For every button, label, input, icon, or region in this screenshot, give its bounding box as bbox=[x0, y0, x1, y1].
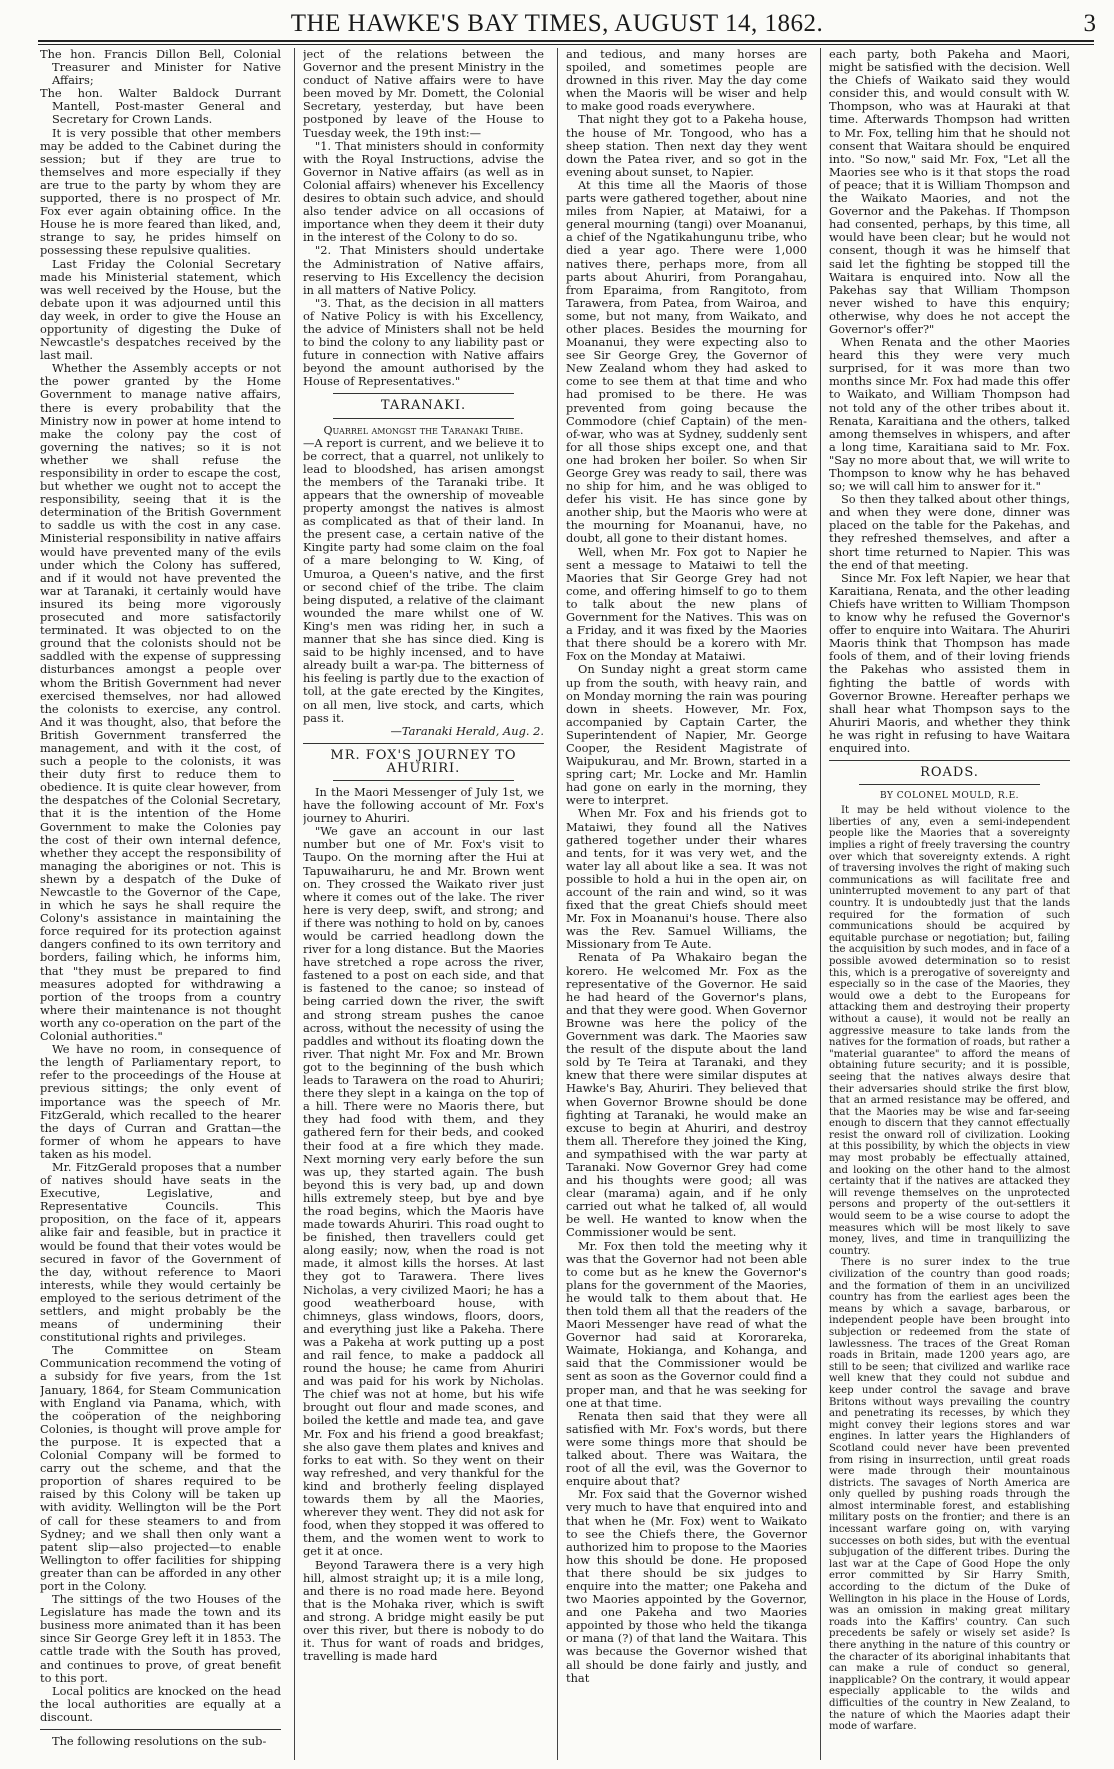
column-3 bbox=[566, 48, 807, 1760]
masthead-title: THE HAWKE'S BAY TIMES, AUGUST 14, 1862. bbox=[290, 10, 824, 37]
paragraph: Last Friday the Colonial Secretary made his Ministerial statement, which was well received by the House, but the debate upon it was adjourned until this day week, in order to give the House an opportunity of digesting the Duke of Newcastle's despatches received by the last mail. bbox=[40, 256, 281, 363]
paragraph: Beyond Tarawera there is a very high hill, almost straight up; it is a mile long, and there is no road made here. Beyond that is the Mohaka river, which is swift and strong. A bridge might easily be put over this river, but there is nobody to do it. Thus for want of roads and bridges, travelling is made hard bbox=[303, 1557, 544, 1664]
paragraph: Well, when Mr. Fox got to Napier he sent a message to Mataiwi to tell the Maories that Sir George Grey had not come, and offering himself to go to them to talk about the new plans of Government for the Natives. This was on a Friday, and it was fixed by the Maories that there should be a korero with Mr. Fox on the Monday at Mataiwi. bbox=[566, 544, 807, 664]
column-2 bbox=[303, 48, 544, 1760]
paragraph: Mr. Fox said that the Governor wished very much to have that enquired into and that when he (Mr. Fox) went to Waikato to see the Chiefs there, the Governor authorized him to propose to the Maories how this should be done. He proposed that there should be six judges to enquire into the matter; one Pakeha and two Maories appointed by the Governor, and one Pakeha and two Maories appointed by those who held the tikanga or mana (?) of that land the Waitara. This was because the Governor wished that all should be done fairly and justly, and that bbox=[566, 1487, 807, 1685]
divider bbox=[303, 743, 544, 744]
article-byline: BY COLONEL MOULD, R.E. bbox=[880, 791, 1019, 802]
paragraph: Mr. FitzGerald proposes that a number of natives should have seats in the Executive, Legislative, and Representative Councils. This proposition, on the face of it, appears alike fair and feasible, but in practice it would be found that their votes would be secured in favor of the Government of the day, without reference to Maori interests, while they would certainly be employed to the serious detriment of the settlers, and might probably be the means of undermining their constitutional rights and privileges. bbox=[40, 1159, 281, 1345]
paragraph: and tedious, and many horses are spoiled, and sometimes people are drowned in this river. May the day come when the Maoris will be wiser and help to make good roads everywhere. bbox=[566, 48, 807, 114]
paragraph: Local politics are knocked on the head the local authorities are equally at a discount. bbox=[40, 1683, 281, 1724]
article-heading-taranaki: TARANAKI. bbox=[380, 398, 467, 414]
article-heading-roads: ROADS. bbox=[920, 765, 979, 781]
paragraph: —A report is current, and we believe it to be correct, that a quarrel, not unlikely to lead to bloodshed, has arisen amongst the members of the Taranaki tribe. It appears that the ownership of moveable property amongst the natives is almost as complicated as that of their land. In the present case, a certain native of the Kingite party had some claim on the foal of a mare belonging to W. King, of Umuroa, a Queen's native, and the first or second chief of the tribe. The claim being disputed, a relative of the claimant wounded the mare whilst one of W. King's men was riding her, in such a manner that she has since died. King is said to be highly incensed, and to have already built a war-pa. The bitterness of his feeling is partly due to the exaction of toll, at the gate erected by the Kingites, on all men, live stock, and carts, which pass it. bbox=[303, 435, 544, 725]
divider bbox=[859, 784, 1040, 785]
column-1 bbox=[40, 48, 281, 1760]
paragraph: We have no room, in consequence of the length of Parliamentary report, to refer to the proceedings of the House at previous sittings; the only event of importance was the speech of Mr. FitzGerald, which recalled to the hearer the days of Curran and Grattan—the former of whom he appears to have taken as his model. bbox=[40, 1042, 281, 1161]
article-heading-fox: MR. FOX'S JOURNEY TO AHURIRI. bbox=[330, 747, 517, 776]
masthead bbox=[0, 8, 1114, 42]
paragraph: Renata of Pa Whakairo began the korero. He welcomed Mr. Fox as the representative of the Governor. He said he had heard of the Governor's plans, and that they were good. When Governor Browne was here the policy of the Government was dark. The Maories saw the result of the dispute about the land sold by Te Teira at Taranaki, and they knew that there were similar disputes at Hawke's Bay, Ahuriri. They believed that when Governor Browne should be done fighting at Taranaki, he would make an excuse to begin at Ahuriri, and destroy them all. Therefore they joined the King, and sympathised with the war party at Taranaki. Now Governor Grey had come and his thoughts were good; all was clear (marama) again, and if he only carried out what he talked of, all would be well. He wanted to know when the Commissioner would be sent. bbox=[566, 950, 807, 1240]
paragraph: ject of the relations between the Governor and the present Ministry in the conduct of Native affairs were to have been moved by Mr. Domett, the Colonial Secretary, yesterday, but have been postponed by leave of the House to Tuesday week, the 19th inst:— bbox=[303, 48, 544, 140]
paragraph: "2. That Ministers should undertake the Administration of Native affairs, reserving to His Excellency the decision in all matters of Native Policy. bbox=[303, 243, 544, 297]
paragraph: When Renata and the other Maories heard this they were very much surprised, for it was more than two months since Mr. Fox had made this offer to Waikato, and William Thompson had not told any of the other tribes about it. Renata, Karaitiana and the others, talked among themselves in whispers, and after a long time, Karaitiana said to Mr. Fox. "Say no more about that, we will write to Thompson to know why he has behaved so; we will call him to answer for it." bbox=[829, 335, 1070, 494]
masthead-rule bbox=[38, 40, 1094, 42]
paragraph: Renata then said that they were all satisfied with Mr. Fox's words, but there were some things more that should be talked about. There was Waitara, the root of all the evil, was the Governor to enquire about that? bbox=[566, 1408, 807, 1489]
divider bbox=[333, 393, 514, 394]
column-4 bbox=[829, 48, 1070, 1760]
divider bbox=[829, 760, 1070, 761]
divider bbox=[40, 1729, 281, 1730]
paragraph: That night they got to a Pakeha house, the house of Mr. Tongood, who has a sheep station. Then next day they went down the Patea river, and so got in the evening about sunset, to Napier. bbox=[566, 112, 807, 179]
paragraph: In the Maori Messenger of July 1st, we have the following account of Mr. Fox's journey to Ahuriri. bbox=[303, 784, 544, 826]
column-rule bbox=[294, 48, 295, 1760]
paragraph: On Sunday night a great storm came up from the south, with heavy rain, and on Monday morning the rain was pouring down in sheets. However, Mr. Fox, accompanied by Captain Carter, the Superintendent of Napier, Mr. George Cooper, the Resident Magistrate of Waipukurau, and Mr. Brown, started in a spring cart; Mr. Locke and Mr. Hamlin had gone on early in the morning, they were to interpret. bbox=[566, 662, 807, 808]
paragraph: each party, both Pakeha and Maori, might be satisfied with the decision. Well the Chiefs of Waikato said they would consider this, and would consult with W. Thompson, who was at Hauraki at that time. Afterwards Thompson had written to Mr. Fox, telling him that he should not consent that Waitara should be enquired into. "So now," said Mr. Fox, "Let all the Maories see who is it that stops the road of peace; that it is William Thompson and the Waikato Maories, and not the Governor and the Pakehas. If Thompson had consented, perhaps, by this time, all would have been clear; but he would not consent, though it was he himself that said let the fighting be stopped till the Waitara is enquired into. Now all the Pakehas say that William Thompson never wished to have this enquiry; otherwise, why does he not accept the Governor's offer?" bbox=[829, 48, 1070, 336]
article-subhead: Quarrel amongst the Taranaki Tribe. bbox=[323, 423, 524, 437]
paragraph: The Committee on Steam Communication recommend the voting of a subsidy for five years, from the 1st January, 1864, for Steam Communication with England via Panama, which, with the coöperation of the neighboring Colonies, is thought will prove ample for the purpose. It is expected that a Colonial Company will be formed to carry out the scheme, and that the proportion of shares required to be raised by this Colony will be taken up with avidity. Wellington will be the Port of call for these steamers to and from Sydney; and we shall then only want a patent slip—also projected—to enable Wellington to offer facilities for shipping greater than can be afforded in any other port in the Colony. bbox=[40, 1343, 281, 1593]
paragraph: So then they talked about other things, and when they were done, dinner was placed on the table for the Pakehas, and they refreshed themselves, and after a short time returned to Napier. This was the end of that meeting. bbox=[829, 492, 1070, 572]
paragraph: Since Mr. Fox left Napier, we hear that Karaitiana, Renata, and the other leading Chiefs have written to William Thompson to know why he refused the Governor's offer to enquire into Waitara. The Ahuriri Maoris think that Thompson has made fools of them, and of their loving friends the Pakehas who assisted them in fighting the battle of words with Governor Browne. Hereafter perhaps we shall hear what Thompson says to the Ahuriri Maoris, and whether they think he was right in refusing to have Waitara enquired into. bbox=[829, 570, 1070, 755]
paragraph: The sittings of the two Houses of the Legislature has made the town and its business more animated than it has been since Sir George Grey left it in 1853. The cattle trade with the South has proved, and continues to prove, of great benefit to this port. bbox=[40, 1592, 281, 1685]
paragraph: "3. That, as the decision in all matters of Native Policy is with his Excellency, the advice of Ministers shall not be held to bind the colony to any liability past or future in connection with Native affairs beyond the amount authorised by the House of Representatives." bbox=[303, 295, 544, 389]
divider bbox=[333, 780, 514, 781]
paragraph: It may be held without violence to the liberties of any, even a semi-independent people like the Maories that a sovereignty implies a right of freely traversing the country over which that sovereignty extends. A right of traversing involves the right of making such communications as will facilitate free and uninterrupted movement to any part of that country. It is undoubtedly just that the lands required for the formation of such communications should be acquired by equitable purchase or negotiation; but, failing the acquisition by such modes, and in face of a possible avowed determination so to resist this, which is a prerogative of sovereignty and especially so in the case of the Maories, they would owe a debt to the Europeans for attacking them and destroying their property without a cause), it would not be really an aggressive measure to take lands from the natives for the formation of roads, but rather a "material guarantee" to afford the means of obtaining future security; and it is possible, seeing that the natives always desire that their adversaries should strike the first blow, that an armed resistance may be offered, and that the Maories may be wise and far-seeing enough to discern that they cannot effectually resist the onward roll of civilization. Looking at this possibility, by which the objects in view may most probably be effectually attained, and looking on the other hand to the almost certainty that if the natives are attacked they will revenge themselves on the unprotected persons and property of the out-settlers it would seem to be a wise course to adopt the measures which will be most likely to save money, lives, and time in tranquillizing the country. bbox=[829, 805, 1070, 1257]
column-rule bbox=[557, 48, 558, 1760]
paragraph: The hon. Francis Dillon Bell, Colonial Treasurer and Minister for Native Affairs; bbox=[40, 48, 281, 88]
paragraph: The hon. Walter Baldock Durrant Mantell, Post-master General and Secretary for Crown Lands. bbox=[40, 86, 281, 127]
page-number: 3 bbox=[1083, 10, 1096, 37]
paragraph: Mr. Fox then told the meeting why it was that the Governor had not been able to come but as he knew the Governor's plans for the government of the Maories, he would talk to them about that. He then told them all that the readers of the Maori Messenger have read of what the Governor had said at Kororareka, Waimate, Hokianga, and Kohanga, and said that the Commissioner would be sent as soon as the Governor could find a proper man, and that he was seeking for one at that time. bbox=[566, 1238, 807, 1410]
paragraph: "We gave an account in our last number but one of Mr. Fox's visit to Taupo. On the morning after the Hui at Tapuwaiharuru, he and Mr. Brown went on. They crossed the Waikato river just where it comes out of the lake. The river here is very deep, swift, and strong; and if there was nothing to hold on by, canoes would be carried headlong down the river for a long distance. But the Maories have stretched a rope across the river, fastened to a post on each side, and that is fastened to the canoe; so instead of being carried down the river, the swift and strong stream pushes the canoe across, without the necessity of using the paddles and without its floating down the river. That night Mr. Fox and Mr. Brown got to the beginning of the bush which leads to Tarawera on the road to Ahuriri; there they slept in a kainga on the top of a hill. There were no Maoris there, but they had food with them, and they gathered fern for their beds, and cooked their food at a fire which they made. Next morning very early before the sun was up, they started again. The bush beyond this is very bad, up and down hills extremely steep, but bye and bye the road begins, which the Maoris have made towards Ahuriri. This road ought to be finished, then travellers could get along easily; now, when the road is not made, it almost kills the horses. At last they got to Tarawera. There lives Nicholas, a very civilized Maori; he has a good weatherboard house, with chimneys, glass windows, floors, doors, and everything just like a Pakeha. There was a Pakeha at work putting up a post and rail fence, to make a paddock all round the house; he came from Ahuriri and was paid for his work by Nicholas. The chief was not at home, but his wife brought out flour and made scones, and boiled the kettle and made tea, and gave Mr. Fox and his friend a good breakfast; she also gave them plates and knives and forks to eat with. So they went on their way refreshed, and very thankful for the kind and brotherly feeling displayed towards them by all the Maories, wherever they went. They did not ask for food, when they stopped it was offered to them, and the women went to work to get it at once. bbox=[303, 824, 544, 1559]
paragraph: When Mr. Fox and his friends got to Mataiwi, they found all the Natives gathered together under their whares and tents, for it was very wet, and the water lay all about like a sea. It was not possible to hold a hui in the open air, on account of the rain and wind, so it was fixed that the great Chiefs should meet Mr. Fox in Moananui's house. There also was the Rev. Samuel Williams, the Missionary from Te Aute. bbox=[566, 806, 807, 952]
divider bbox=[333, 418, 514, 419]
paragraph: The following resolutions on the sub- bbox=[52, 1734, 267, 1748]
paragraph: It is very possible that other members may be added to the Cabinet during the session; but if they are true to themselves and more especially if they are true to the party by whom they are supported, there is no prospect of Mr. Fox ever again obtaining office. In the House he is more feared than liked, and, strange to say, he prides himself on possessing these repulsive qualities. bbox=[40, 125, 281, 258]
article-source: —Taranaki Herald, Aug. 2. bbox=[390, 723, 544, 738]
paragraph: "1. That ministers should in conformity with the Royal Instructions, advise the Governor in Native affairs (as well as in Colonial affairs) whenever his Excellency desires to obtain such advice, and should also tender advice on all occasions of importance when they deem it their duty in the interest of the Colony to do so. bbox=[303, 138, 544, 245]
paragraph: There is no surer index to the true civilization of the country than good roads; and the formation of them in an uncivilized country has from the earliest ages been the means by which a savage, barbarous, or independent people have been brought into subjection or redeemed from the state of lawlessness. The traces of the Great Roman roads in Britain, made 1200 years ago, are still to be seen; that civilized and warlike race well knew that they could not subdue and keep under control the savage and brave Britons without ways prevailing the country and penetrating its recesses, by which they might convey their legions stores and war engines. In latter years the Highlanders of Scotland could never have been prevented from rising in insurrection, until great roads were made through their mountainous districts. The savages of North America are only quelled by pushing roads through the almost interminable forest, and establishing military posts on the frontier; and there is an incessant warfare going on, with varying successes on both sides, but with the eventual subjugation of the different tribes. During the last war at the Cape of Good Hope the only error committed by Sir Harry Smith, according to the dictum of the Duke of Wellington in his place in the House of Lords, was an omission in making great military roads into the Kaffirs' country. Can such precedents be safely or wisely set aside? Is there anything in the nature of this country or the character of its aboriginal inhabitants that can make a rule of conduct so general, inapplicable? On the contrary, it would appear especially applicable to the wilds and difficulties of the country in New Zealand, to the nature of which the Maories adapt their mode of warfare. bbox=[829, 1257, 1070, 1733]
paragraph: At this time all the Maoris of those parts were gathered together, about nine miles from Napier, at Mataiwi, for a general mourning (tangi) over Moananui, a chief of the Ngatikahungunu tribe, who died a year ago. There were 1,000 natives there, perhaps more, from all parts about Ahuriri, from Porangahau, from Eparaima, from Rangitoto, from Tarawera, from Patea, from Wairoa, and some, but not many, from Waikato, and other places. Besides the mourning for Moananui, they were expecting also to see Sir George Grey, the Governor of New Zealand whom they had asked to come to see them at that time and who had promised to be there. He was prevented from going because the Commodore (chief Captain) of the men-of-war, who was at Sydney, suddenly sent for all those ships except one, and that one had broken her boiler. So when Sir George Grey was ready to sail, there was no ship for him, and he was obliged to defer his visit. He has since gone by another ship, but the Maoris who were at the mourning for Moananui, have, no doubt, all gone to their distant homes. bbox=[566, 177, 807, 546]
paragraph: Whether the Assembly accepts or not the power granted by the Home Government to manage native affairs, there is every probability that the Ministry now in power at home intend to make the colony pay the cost of governing the natives; so it is not whether we shall refuse the responsibility in order to escape the cost, but whether we ought not to accept the responsibility, seeing that it is the determination of the British Government to saddle us with the cost in any case. Ministerial responsibility in native affairs would have prevented many of the evils under which the Colony has suffered, and if it would not have prevented the war at Taranaki, it certainly would have insured its being more vigorously prosecuted and more satisfactorily terminated. It was objected to on the ground that the colonists should not be saddled with the expense of suppressing disturbances amongst a people over whom the British Government had never exercised themselves, nor had allowed the colonists to exercise, any control. And it was thought, also, that before the British Government transferred the management, and with it the cost, of such a people to the colonists, it was their duty first to reduce them to obedience. It is quite clear however, from the despatches of the Colonial Secretary, that it is the intention of the Home Government to make the Colonies pay the cost of their own internal defence, whether they accept the responsibility of managing the aborigines or not. This is shewn by a despatch of the Duke of Newcastle to the Governor of the Cape, in which he says he shall require the Colony's assistance in maintaining the force required for its protection against dangers confined to its own territory and borders, failing which, he informs him, that "they must be prepared to find measures adopted for withdrawing a portion of the troops from a country where their maintenance is not thought worth any co-operation on the part of the Colonial authorities." bbox=[40, 361, 281, 1044]
column-rule bbox=[820, 48, 821, 1760]
masthead-rule-thin bbox=[38, 44, 1094, 45]
